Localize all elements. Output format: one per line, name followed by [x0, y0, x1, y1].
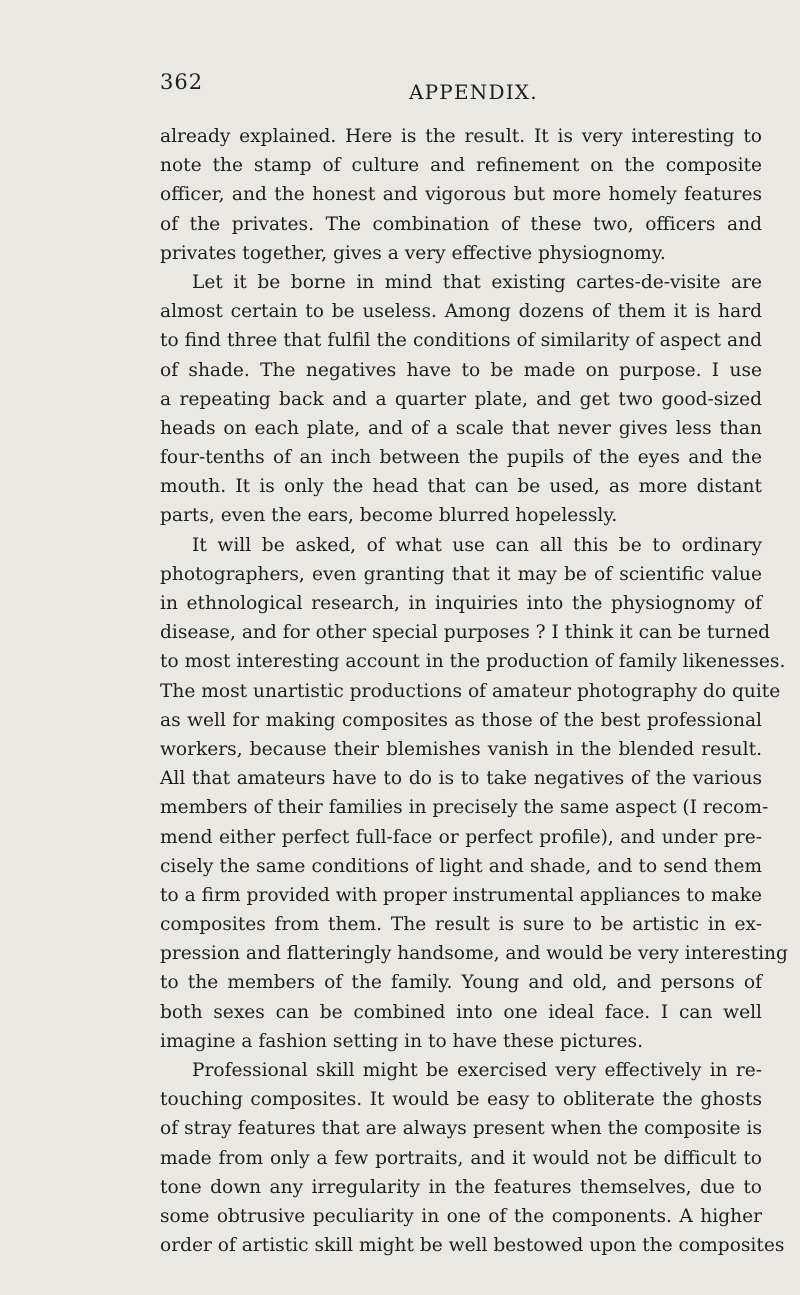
- text-line: Professional skill might be exercised very effectively in re-: [192, 1060, 762, 1081]
- text-line: officer, and the honest and vigorous but more homely features: [160, 184, 762, 206]
- text-line: It will be asked, of what use can all this be to ordinary: [192, 534, 762, 556]
- text-line: mend either perfect full-face or perfect profile), and under pre-: [160, 826, 762, 848]
- text-line: pression and flatteringly handsome, and would be very interesting: [160, 943, 788, 965]
- text-line: photographers, even granting that it may be of scientific value: [160, 563, 762, 585]
- text-line: imagine a fashion setting in to have these pictures.: [160, 1030, 643, 1052]
- text-line: heads on each plate, and of a scale that never gives less than: [160, 417, 762, 439]
- text-line: mouth. It is only the head that can be used, as more distant: [160, 476, 762, 498]
- text-line: as well for making composites as those of the best professional: [160, 709, 762, 731]
- text-line: touching composites. It would be easy to obliterate the ghosts: [160, 1089, 762, 1111]
- text-line: four-tenths of an inch between the pupils of the eyes and the: [160, 447, 762, 469]
- text-line: already explained. Here is the result. It is very interesting to: [160, 126, 762, 147]
- text-line: almost certain to be useless. Among dozens of them it is hard: [160, 301, 762, 323]
- text-line: cisely the same conditions of light and shade, and to send them: [160, 855, 762, 877]
- text-line: of stray features that are always present when the composite is: [160, 1118, 762, 1140]
- text-line: to find three that fulfil the conditions of similarity of aspect and: [160, 330, 762, 352]
- text-line: in ethnological research, in inquiries into the physiognomy of: [160, 593, 762, 614]
- text-line: to the members of the family. Young and old, and persons of: [160, 972, 762, 994]
- text-line: order of artistic skill might be well bestowed upon the composites: [160, 1235, 785, 1257]
- text-line: Let it be borne in mind that existing cartes-de-visite are: [192, 271, 762, 293]
- text-line: disease, and for other special purposes ? I think it can be turned: [160, 622, 771, 644]
- text-line: note the stamp of culture and refinement on the composite: [160, 155, 762, 177]
- text-line: to a firm provided with proper instrumental appliances to make: [160, 884, 762, 906]
- text-line: The most unartistic productions of amateur photography do quite: [160, 680, 781, 702]
- text-line: of shade. The negatives have to be made on purpose. I use: [160, 359, 762, 381]
- text-line: composites from them. The result is sure to be artistic in ex-: [160, 914, 762, 936]
- text-line: All that amateurs have to do is to take negatives of the various: [160, 768, 762, 790]
- text-line: to most interesting account in the production of family likenesses.: [160, 651, 786, 673]
- text-line: tone down any irregularity in the features themselves, due to: [160, 1176, 762, 1198]
- running-head: APPENDIX.: [409, 80, 538, 104]
- text-line: made from only a few portraits, and it would not be difficult to: [160, 1147, 762, 1169]
- text-line: both sexes can be combined into one ideal face. I can well: [160, 1001, 762, 1023]
- text-line: workers, because their blemishes vanish in the blended result.: [160, 738, 762, 760]
- page-number: 362: [160, 70, 204, 94]
- body-text: [160, 122, 788, 1260]
- text-line: members of their families in precisely the same aspect (I recom-: [160, 797, 769, 819]
- text-line: some obtrusive peculiarity in one of the components. A higher: [160, 1205, 762, 1227]
- text-line: of the privates. The combination of these two, officers and: [160, 213, 762, 235]
- text-line: a repeating back and a quarter plate, and get two good-sized: [160, 388, 762, 410]
- text-line: parts, even the ears, become blurred hopelessly.: [160, 505, 618, 527]
- text-line: privates together, gives a very effective physiognomy.: [160, 242, 666, 264]
